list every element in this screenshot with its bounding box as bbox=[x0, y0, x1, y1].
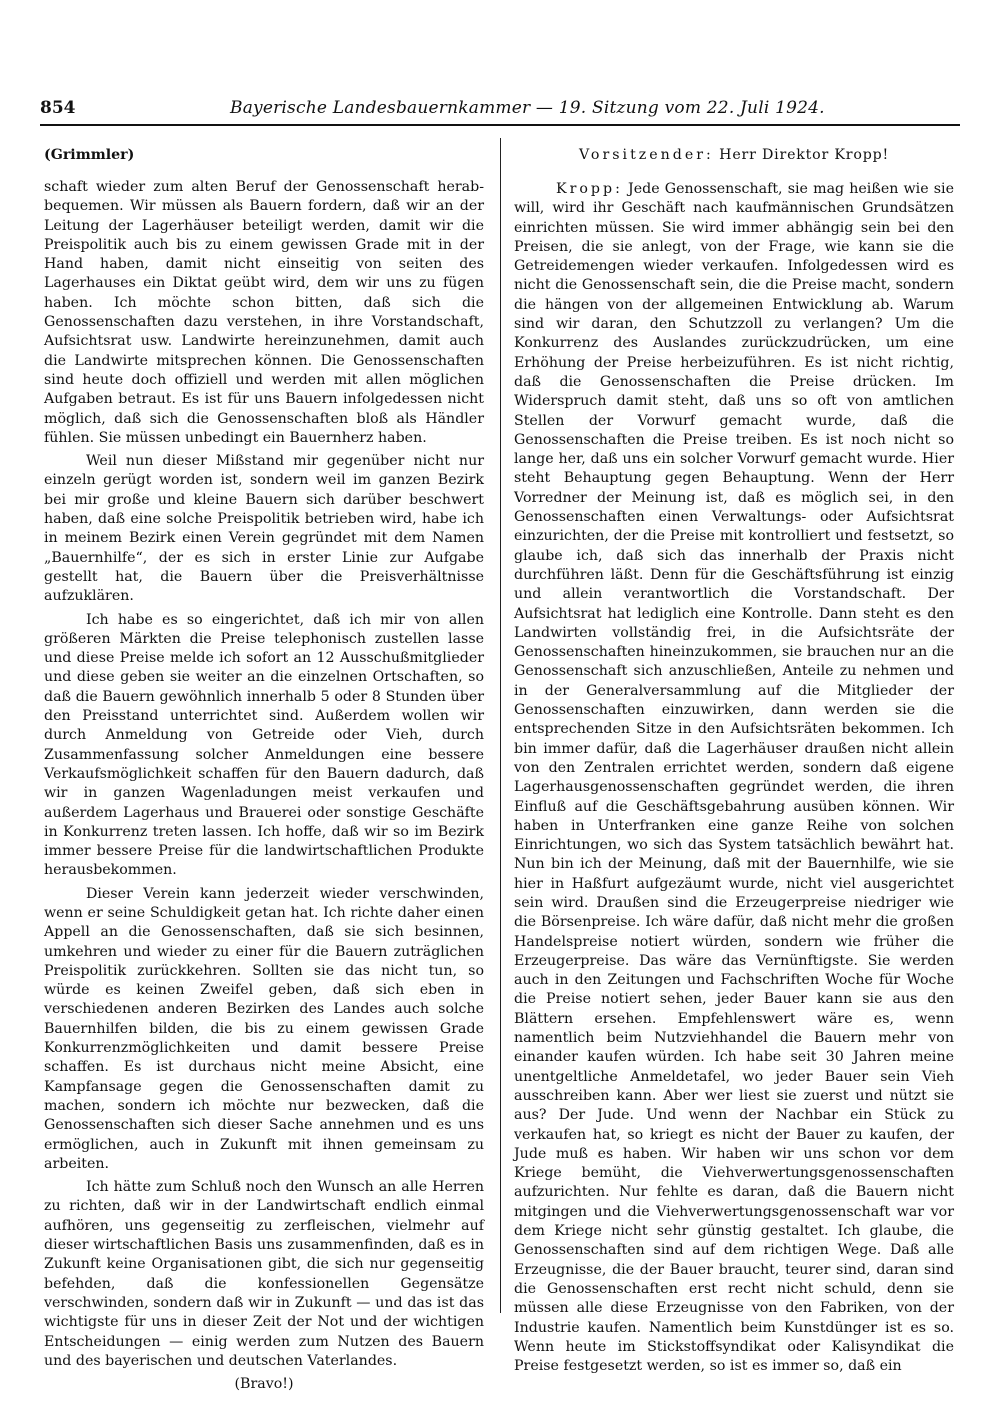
header-rule bbox=[40, 124, 960, 126]
column-divider bbox=[500, 138, 501, 1313]
speech-text: Jede Genossenschaft, sie mag heißen wie sie will, wird ihr Geschäft nach kaufmännischen Grundsätzen einrichten müssen. Sie wird immer abhängig sein bei den Preisen, die sie anlegt, von der Frage, wie kann sie die Getreidemengen wieder verkaufen. Infolgedessen wird es nicht die Genossenschaft sein, die die Preise macht, sondern die hängen von der allgemeinen Entwicklung ab. Warum sind wir daran, den Schutzzoll zu verlangen? Um die Konkurrenz des Auslandes zurückzudrücken, um eine Erhöhung der Preise herbeizuführen. Es ist nicht richtig, daß die Genossenschaften die Preise drücken. Im Widerspruch damit steht, daß uns so oft von amtlichen Stellen der Vorwurf gemacht wurde, daß die Genossenschaften die Preise treiben. Es ist noch nicht so lange her, daß uns ein solcher Vorwurf gemacht wurde. Hier steht Behauptung gegen Behauptung. Wenn der Herr Vorredner der Meinung ist, daß es möglich sei, in den Genossenschaften einen Verwaltungs- oder Aufsichtsrat einzurichten, der die Preise mit kontrolliert und festsetzt, so glaube ich, daß sich das innerhalb der Praxis nicht durchführen läßt. Denn für die Geschäftsführung ist einzig und allein verantwortlich die Vorstandschaft. Der Aufsichtsrat hat lediglich eine Kontrolle. Dann steht es den Landwirten vollständig frei, in die Aufsichtsräte der Genossenschaften hineinzukommen, sie brauchen nur an die Genossenschaft sich anzuschließen, Anteile zu nehmen und in der Generalversammlung auf die Mitglieder der Genossenschaften einzuwirken, dann werden sie die entsprechenden Sitze in den Aufsichtsräten bekommen. Ich bin immer dafür, daß die Lagerhäuser draußen nicht allein von den Zentralen errichtet werden, sondern daß eigene Lagerhausgenossenschaften gegründet werden, die ihren Einfluß auf die Geschäftsgebahrung ausüben können. Wir haben in Unterfranken eine ganze Reihe von solchen Einrichtungen, wo sich das System tatsächlich bewährt hat. Nun bin ich der Meinung, daß mit der Bauernhilfe, wie sie hier in Haßfurt aufgezäumt wurde, nicht viel ausgerichtet sein wird. Draußen sind die Erzeugerpreise niedriger wie die Börsenpreise. Ich wäre dafür, daß nicht mehr die großen Handelspreise notiert würden, sondern wie früher die Erzeugerpreise. Das wäre das Vernünftigste. Sie werden auch in den Zeitungen und Fachschriften Woche für Woche die Preise notiert sehen, jeder Bauer kann sie aus den Blättern ersehen. Empfehlenswert wäre es, wenn namentlich beim Nutzviehhandel die Bauern mehr von einander kaufen würden. Ich habe seit 30 Jahren meine unentgeltliche Anmeldetafel, wo jeder Bauer sein Vieh ausschreiben kann. Aber wer liest sie zuerst und nützt sie aus? Der Jude. Und wenn der Nachbar ein Stück zu verkaufen hat, so kriegt es nicht der Bauer zu kaufen, der Jude muß es haben. Wir haben wir uns schon vor dem Kriege bemüht, die Viehverwertungsgenossenschaften aufzurichten. Nur fehlte es daran, daß die Bauern nicht mitgingen und die Viehverwertungsgenossenschaft war vor dem Kriege nicht sehr günstig gestaltet. Ich glaube, die Genossenschaften sind auf dem richtigen Wege. Daß alle Erzeugnisse, die der Bauer braucht, teurer sind, daran sind die Genossenschaften erst recht nicht schuld, denn sie müssen alle diese Erzeugnisse von den Fabriken, von der Industrie kaufen. Namentlich beim Kunstdünger ist es so. Wenn heute im Stickstoffsyndikat oder Kalisyndikat die Preise festgesetzt werden, so ist es immer so, daß ein bbox=[514, 181, 954, 1375]
paragraph: Ich habe es so eingerichtet, daß ich mir von allen größeren Märkten die Preise telephonisch zustellen lasse und diese Preise melde ich sofort an 12 Ausschußmitglieder und diese geben sie weiter an die einzelnen Ortschaften, so daß die Bauern gewöhnlich innerhalb 5 oder 8 Stunden über den Preisstand unterrichtet sind. Außerdem wollen wir durch Anmeldung von Getreide oder Vieh, durch Zusammenfassung solcher Anmeldungen eine bessere Verkaufsmöglichkeit schaffen für den Bauern dadurch, daß wir in ganzen Wagenladungen meist verkaufen und außerdem Lagerhaus und Brauerei oder sonstige Geschäfte in Konkurrenz treten lassen. Ich hoffe, daß wir so im Bezirk immer bessere Preise für die landwirtschaftlichen Produkte herausbekommen. bbox=[44, 611, 484, 879]
speaker-tag: (Grimmler) bbox=[44, 147, 135, 163]
running-title: Bayerische Landesbauernkammer — 19. Sitzung vom 22. Juli 1924. bbox=[230, 98, 825, 118]
paragraph: Dieser Verein kann jederzeit wieder verschwinden, wenn er seine Schuldigkeit getan hat. Ich richte daher einen Appell an die Genossenschaften, daß sie sich besinnen, umkehren und wieder zu einer für die Bauern zuträglichen Preispolitik zurückkehren. Sollten sie das nicht tun, so würde es keinen Zweifel geben, daß sich eben in verschiedenen anderen Bezirken des Landes auch solche Bauernhilfen bilden, die bis zu einem gewissen Grade Konkurrenzmöglichkeiten und damit bessere Preise schaffen. Es ist durchaus nicht meine Absicht, eine Kampfansage gegen die Genossenschaften damit zu machen, sondern ich möchte nur bezwecken, daß die Genossenschaften sich dieser Sache annehmen und es uns ermöglichen, auch in Zukunft mit ihnen gemeinsam zu arbeiten. bbox=[44, 885, 484, 1172]
paragraph: schaft wieder zum alten Beruf der Genossenschaft herab- bequemen. Wir müssen als Bauern fordern, daß wir an der Leitung der Lagerhäuser beteiligt werden, damit wir die Preispolitik auch bis zu einem gewissen Grade mit in der Hand haben, damit nicht einseitig von seiten des Lagerhauses ein Diktat geübt wird, dem wir uns zu fügen haben. Ich möchte schon bitten, daß sich die Genossenschaften dazu verstehen, in ihre Vorstandschaft, Aufsichtsrat usw. Landwirte hereinzunehmen, damit auch die Landwirte mitsprechen können. Die Genossenschaften sind heute doch offiziell und werden mit allen möglichen Aufgaben betraut. Es ist für uns Bauern infolgedessen nicht möglich, daß sich die Genossenschaften bloß als Händler fühlen. Sie müssen unbedingt ein Bauernherz haben. bbox=[44, 179, 484, 446]
left-column bbox=[44, 146, 484, 1394]
chair-role: Vorsitzender: bbox=[578, 147, 714, 163]
chair-announcement bbox=[514, 146, 954, 166]
paragraph: Weil nun dieser Mißstand mir gegenüber nicht nur einzeln gerügt worden ist, sondern weil im ganzen Bezirk bei mir große und kleine Bauern sich darüber beschwert haben, daß eine solche Preispolitik betrieben wird, habe ich in meinem Bezirk einen Verein gegründet mit dem Namen „Bauernhilfe“, der es sich in erster Linie zur Aufgabe gestellt hat, die Bauern über die Preisverhältnisse aufzuklären. bbox=[44, 453, 484, 605]
right-column bbox=[514, 146, 954, 1380]
paragraph: Ich hätte zum Schluß noch den Wunsch an alle Herren zu richten, daß wir in der Landwirtschaft endlich einmal aufhören, uns gegenseitig zu zerfleischen, vielmehr auf dieser wirtschaftlichen Basis uns zusammenfinden, daß es in Zukunft keine Organisationen gibt, die sich nur gegenseitig befehden, daß die konfessionellen Gegensätze verschwinden, sondern daß wir in Zukunft — und das ist das wichtigste für uns in dieser Zeit der Not und der wichtigen Entscheidungen — einig werden zum Nutzen des Bauern und des bayerischen und deutschen Vaterlandes. bbox=[44, 1179, 484, 1369]
speech-paragraph bbox=[514, 180, 954, 1376]
page-header bbox=[40, 97, 960, 127]
interjection: (Bravo!) bbox=[234, 1376, 294, 1393]
page-number: 854 bbox=[40, 98, 76, 118]
speaker-name: Kropp: bbox=[556, 181, 623, 197]
chair-text: Herr Direktor Kropp! bbox=[719, 147, 889, 163]
